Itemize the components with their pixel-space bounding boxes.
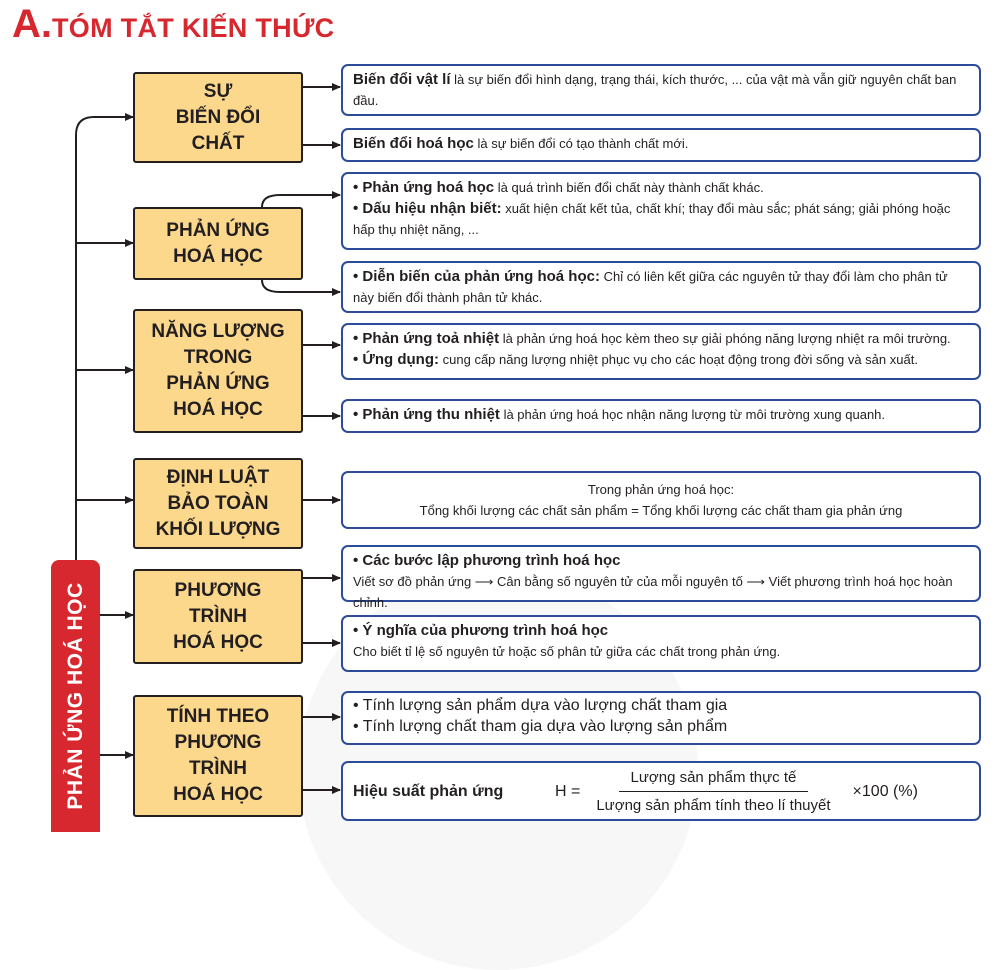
text-chemical: là sự biến đổi có tạo thành chất mới.	[477, 136, 689, 151]
topic-line: TRÌNH	[188, 605, 248, 627]
term-physical: Biến đổi vật lí	[353, 71, 451, 88]
topic-line: HOÁ HỌC	[173, 245, 263, 267]
text-physical: là sự biến đổi hình dạng, trạng thái, kích thước, ... của vật mà vẫn giữ nguyên chất ban đầu.	[353, 72, 957, 108]
topic-line: HOÁ HỌC	[173, 631, 263, 653]
text-reaction: là quá trình biến đổi chất này thành chất khác.	[497, 180, 764, 195]
topic-line: PHƯƠNG	[174, 579, 262, 601]
term-chemical: Biến đổi hoá học	[353, 135, 474, 152]
topic-line: HOÁ HỌC	[173, 399, 263, 420]
box-chemical-change	[341, 128, 981, 162]
term-steps: • Các bước lập phương trình hoá học	[353, 552, 621, 569]
text-steps: Viết sơ đồ phản ứng ⟶ Cân bằng số nguyên tử của mỗi nguyên tố ⟶ Viết phương trình hoá học hoàn chỉnh.	[353, 574, 953, 610]
conservation-line-1: Trong phản ứng hoá học:	[587, 482, 735, 497]
topic-line: PHƯƠNG	[174, 732, 262, 753]
conservation-line-2: Tổng khối lượng các chất sản phẩm = Tổng khối lượng các chất tham gia phản ứng	[419, 503, 903, 518]
trunk-line	[76, 117, 94, 560]
topic-line: CHẤT	[191, 132, 245, 154]
spine-label-box	[51, 560, 100, 832]
topic-line: PHẢN ỨNG	[166, 373, 270, 394]
calc-line-2: • Tính lượng chất tham gia dựa vào lượng sản phẩm	[353, 718, 728, 735]
box-equation-steps	[341, 545, 981, 610]
section-letter: A.	[12, 2, 52, 46]
box-reaction-progress	[341, 261, 981, 313]
topic-line: NĂNG LƯỢNG	[151, 321, 285, 342]
text-meaning: Cho biết tỉ lệ số nguyên tử hoặc số phân tử giữa các chất trong phản ứng.	[353, 644, 781, 659]
spine-label: PHẢN ỨNG HOÁ HỌC	[63, 582, 87, 810]
box-calculation	[341, 691, 981, 745]
yield-formula	[353, 763, 969, 819]
term-signs: • Dấu hiệu nhận biết:	[353, 200, 502, 217]
arrow-progress	[262, 280, 340, 292]
topic-matter-change	[133, 72, 303, 163]
topic-chemical-reaction	[133, 207, 303, 280]
topic-line: BẢO TOÀN	[167, 492, 269, 514]
text-signs: xuất hiện chất kết tủa, chất khí; thay đổi màu sắc; phát sáng; giải phóng hoặc hấp thụ nhiệt năng, ...	[353, 201, 951, 237]
topic-equation-calculation	[133, 695, 303, 817]
box-physical-change	[341, 64, 981, 116]
text-endo: là phản ứng hoá học nhận năng lượng từ môi trường xung quanh.	[503, 407, 886, 422]
box-endothermic	[341, 399, 981, 433]
term-application: • Ứng dụng:	[353, 351, 440, 368]
yield-numerator: Lượng sản phẩm thực tế	[619, 767, 809, 792]
topic-line: BIẾN ĐỔI	[175, 106, 261, 128]
topic-line: TRONG	[183, 347, 253, 368]
term-exo: • Phản ứng toả nhiệt	[353, 330, 500, 347]
term-meaning: • Ý nghĩa của phương trình hoá học	[353, 622, 609, 639]
text-exo: là phản ứng hoá học kèm theo sự giải phóng năng lượng nhiệt ra môi trường.	[502, 331, 951, 346]
box-equation-meaning	[341, 615, 981, 672]
text-progress: Chỉ có liên kết giữa các nguyên tử thay đổi làm cho phân tử này biến đổi thành phân tử khác.	[353, 269, 948, 305]
yield-factor: ×100 (%)	[852, 782, 918, 800]
box-mass-conservation	[341, 471, 981, 529]
arrow-reaction	[262, 195, 340, 207]
topic-line: TRÌNH	[188, 758, 248, 779]
topic-line: PHẢN ỨNG	[166, 219, 270, 241]
topic-line: SỰ	[203, 80, 233, 102]
yield-label: Hiệu suất phản ứng	[353, 782, 504, 800]
topic-line: ĐỊNH LUẬT	[166, 466, 270, 488]
topic-line: KHỐI LƯỢNG	[155, 518, 281, 540]
term-reaction: • Phản ứng hoá học	[353, 179, 495, 196]
topic-chemical-equation	[133, 569, 303, 664]
section-title: TÓM TẮT KIẾN THỨC	[52, 13, 335, 43]
box-exothermic	[341, 323, 981, 380]
term-progress: • Diễn biến của phản ứng hoá học:	[353, 268, 600, 285]
topic-line: HOÁ HỌC	[173, 784, 263, 805]
topic-reaction-energy	[133, 309, 303, 433]
topic-mass-conservation	[133, 458, 303, 549]
topic-line: TÍNH THEO	[166, 706, 270, 727]
term-endo: • Phản ứng thu nhiệt	[353, 406, 500, 423]
yield-fraction	[584, 767, 842, 816]
box-reaction-yield	[341, 761, 981, 821]
calc-line-1: • Tính lượng sản phẩm dựa vào lượng chất tham gia	[353, 697, 728, 714]
box-reaction-definition	[341, 172, 981, 250]
yield-lhs: H =	[555, 782, 581, 800]
text-application: cung cấp năng lượng nhiệt phục vụ cho các hoạt động trong đời sống và sản xuất.	[442, 352, 918, 367]
yield-denominator: Lượng sản phẩm tính theo lí thuyết	[596, 796, 831, 814]
